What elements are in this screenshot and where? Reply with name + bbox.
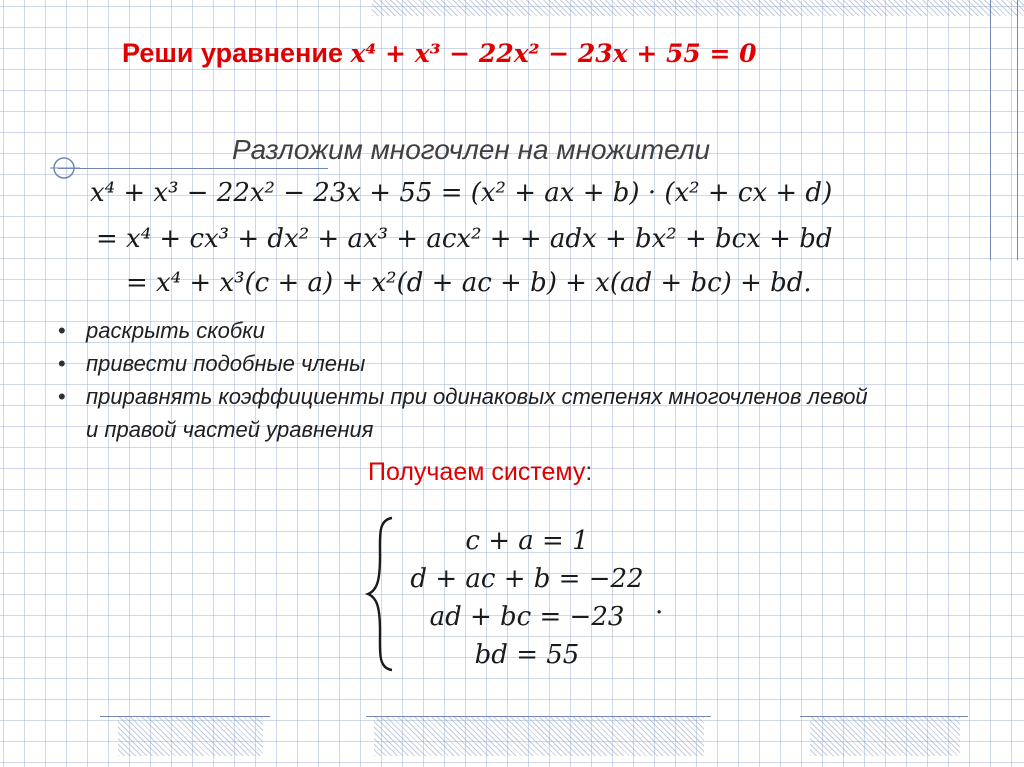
system-period: . (655, 590, 664, 620)
list-item: • раскрыть скобки (52, 314, 872, 347)
right-margin-line-2 (1017, 0, 1018, 260)
result-text: Получаем систему (368, 458, 586, 486)
bottom-line-right (800, 716, 968, 717)
section-subtitle: Разложим многочлен на множители (232, 134, 711, 165)
result-colon: : (585, 458, 593, 486)
system-equation-4: bd = 55 (474, 640, 580, 670)
bottom-box-right (810, 716, 960, 756)
bottom-box-left (118, 716, 263, 756)
instruction-list (52, 314, 872, 446)
bottom-box-middle (374, 716, 704, 756)
title-equation: x⁴ + x³ − 22x² − 23x + 55 = 0 (350, 39, 757, 68)
result-label (368, 458, 592, 487)
list-item: • привести подобные члены (52, 347, 872, 380)
margin-circle-icon (50, 154, 80, 184)
title-rule (58, 168, 328, 169)
equation-system (392, 522, 662, 674)
bottom-line-middle (366, 716, 711, 717)
bottom-line-left (100, 716, 270, 717)
system-equation-3: ad + bc = −23 (429, 602, 625, 632)
factor-line-2: = x⁴ + cx³ + dx² + ax³ + acx² + + adx + bx² + bcx + bd (96, 224, 833, 254)
system-equation-2: d + ac + b = −22 (410, 564, 644, 594)
system-equation-1: c + a = 1 (465, 526, 589, 556)
factor-line-1: x⁴ + x³ − 22x² − 23x + 55 = (x² + ax + b) · (x² + cx + d) (90, 178, 833, 208)
factor-line-3: = x⁴ + x³(c + a) + x²(d + ac + b) + x(ad + bc) + bd. (126, 268, 812, 298)
page-title (122, 38, 757, 69)
title-prefix: Реши уравнение (122, 38, 343, 68)
top-hatch-band (372, 0, 1024, 16)
list-item: • приравнять коэффициенты при одинаковых степенях многочленов левой и правой частей уравнения (52, 380, 872, 446)
right-margin-line (990, 0, 991, 260)
